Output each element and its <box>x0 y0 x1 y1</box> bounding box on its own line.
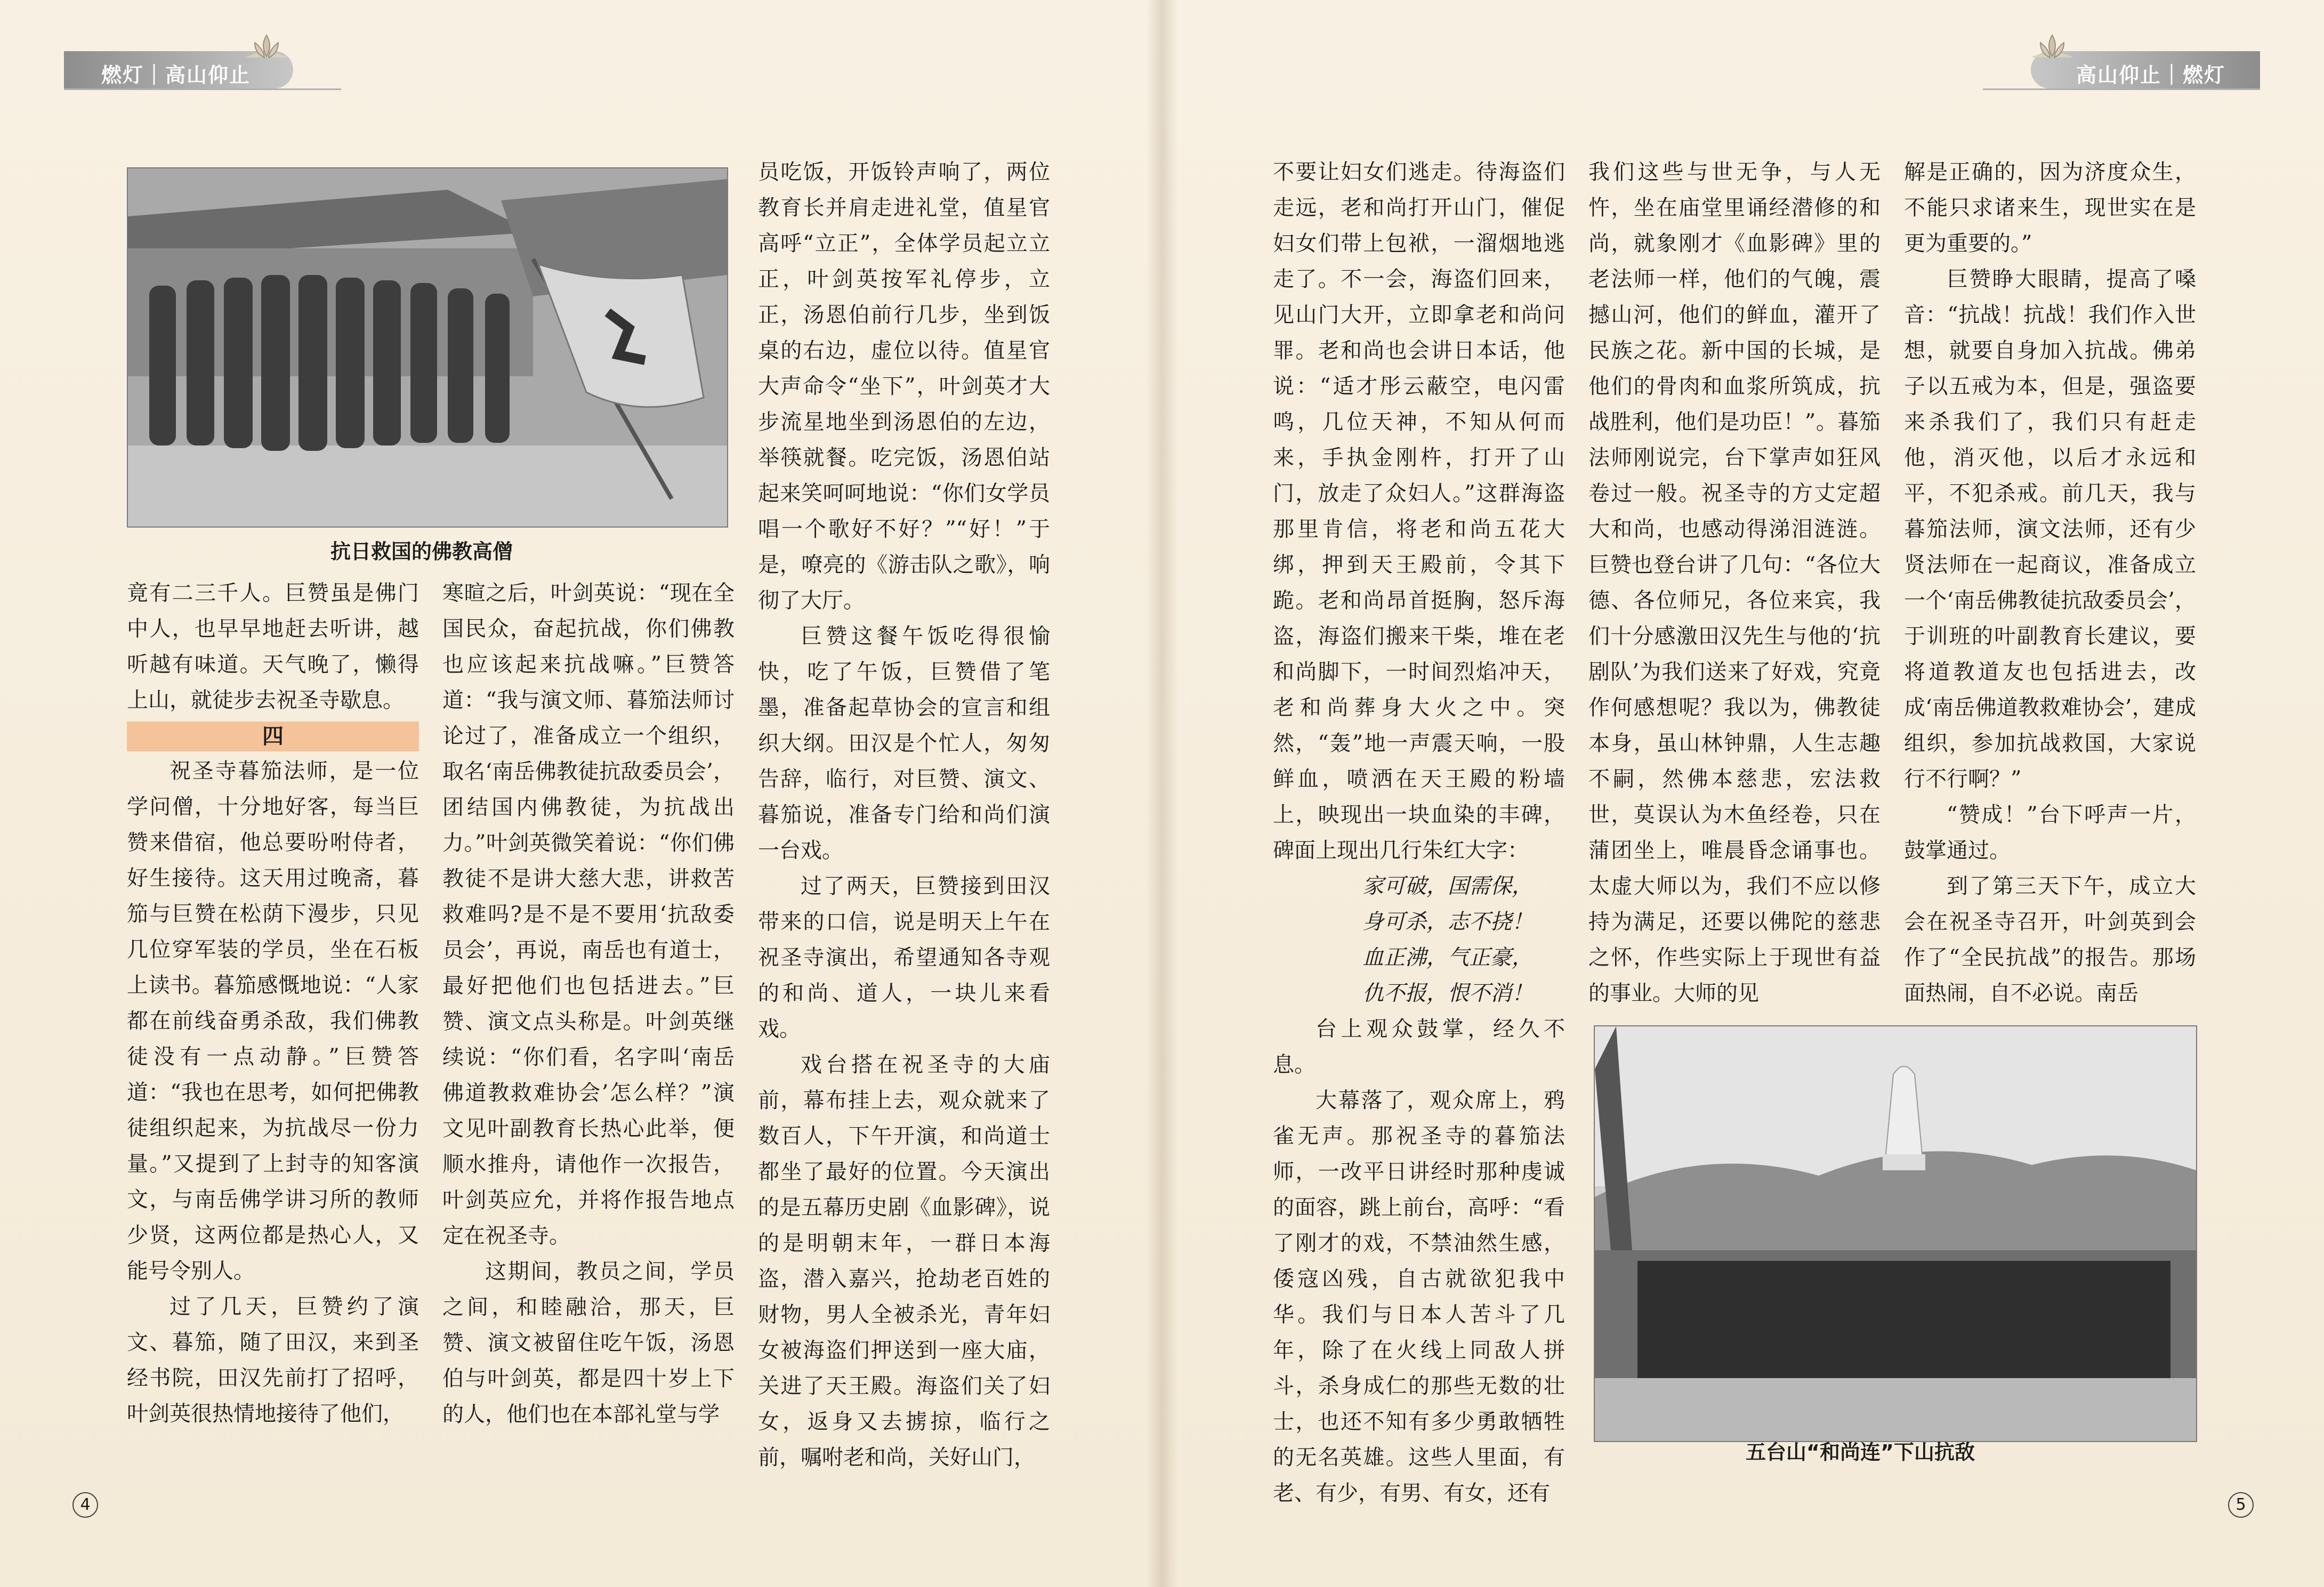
text-column-6 <box>1904 155 2196 1007</box>
paragraph: “赞成！”台下呼声一片，鼓掌通过。 <box>1904 803 2196 863</box>
paragraph: 过了两天，巨赞接到田汉带来的口信，说是明天上午在祝圣寺演出，希望通知各寺观的和尚、道人，一块儿来看戏。 <box>758 874 1050 1041</box>
paragraph: 我们这些与世无争，与人无忤，坐在庙堂里诵经潜修的和尚，就象刚才《血影碑》里的老法师一样，他们的气魄，震撼山河，他们的鲜血，灌开了民族之花。新中国的长城，是他们的骨肉和血浆所筑成，抗战胜利，他们是功臣！”。暮笳法师刚说完，台下掌声如狂风卷过一般。祝圣寺的方丈定超大和尚，也感动得涕泪涟涟。巨赞也登台讲了几句：“各位大德、各位师兄，各位来宾，我们十分感激田汉先生与他的‘抗剧队’为我们送来了好戏，究竟作何感想呢？我以为，佛教徒本身，虽山林钟鼎，人生志趣不嗣，然佛本慈悲，宏法救世，莫误认为木鱼经卷，只在蒲团坐上，唯晨昏念诵事也。太虚大师以为，我们不应以修持为满足，还要以佛陀的慈悲之怀，作些实际上于现世有益的事业。大师的见 <box>1588 160 1881 1006</box>
paragraph: 员吃饭，开饭铃声响了，两位教育长并肩走进礼堂，值星官高呼“立正”，全体学员起立立正，叶剑英按军礼停步，立正，汤恩伯前行几步，坐到饭桌的右边，虚位以待。值星官大声命令“坐下”，叶剑英才大步流星地坐到汤恩伯的左边，举筷就餐。吃完饭，汤恩伯站起来笑呵呵地说：“你们女学员唱一个歌好不好？”“好！”于是，嘹亮的《游击队之歌》，响彻了大厅。 <box>758 160 1050 613</box>
header-rule-right <box>1983 88 2260 90</box>
photo-wutai-monks-illustration <box>1595 1026 2196 1441</box>
paragraph: 仇不报，恨不消！ <box>1362 981 1533 1006</box>
paragraph: 大幕落了，观众席上，鸦雀无声。那祝圣寺的暮笳法师，一改平日讲经时那种虔诚的面容，跳上前台，高呼：“看了刚才的戏，不禁油然生感，倭寇凶残，自古就欲犯我中华。我们与日本人苦斗了几年，除了在火线上同敌人拼斗，杀身成仁的那些无数的壮士，也还不知有多少勇敢牺牲的无名英雄。这些人里面，有老、有少，有男、有女，还有 <box>1273 1088 1565 1505</box>
header-title-left: 燃灯｜高山仰止 <box>101 63 251 87</box>
paragraph: 祝圣寺暮笳法师，是一位学问僧，十分地好客，每当巨赞来借宿，他总要吩咐侍者，好生接待。这天用过晚斋，暮笳与巨赞在松荫下漫步，只见几位穿军装的学员，坐在石板上读书。暮笳感慨地说：“人家都在前线奋勇杀敌，我们佛教徒没有一点动静。”巨赞答道：“我也在思考，如何把佛教徒组织起来，为抗战尽一份力量。”又提到了上封寺的知客演文，与南岳佛学讲习所的教师少贤，这两位都是热心人，又能号令别人。 <box>127 759 419 1283</box>
page-number-right: 5 <box>2228 1492 2254 1518</box>
page-number-left: 4 <box>72 1492 98 1518</box>
paragraph: 到了第三天下午，成立大会在祝圣寺召开，叶剑英到会作了“全民抗战”的报告。那场面热闹，自不必说。南岳 <box>1904 874 2196 1006</box>
paragraph: 戏台搭在祝圣寺的大庙前，幕布挂上去，观众就来了数百人，下午开演，和尚道士都坐了最好的位置。今天演出的是五幕历史剧《血影碑》，说的是明朝末年，一群日本海盗，潜入嘉兴，抢劫老百姓的财物，男人全被杀光，青年妇女被海盗们押送到一座大庙，关进了天王殿。海盗们关了妇女，返身又去掳掠，临行之前，嘱咐老和尚，关好山门， <box>758 1052 1050 1470</box>
paragraph: 过了几天，巨赞约了演文、暮笳，随了田汉，来到圣经书院，田汉先前打了招呼，叶剑英很热情地接待了他们， <box>127 1294 419 1426</box>
text-column-1 <box>127 576 419 1471</box>
paragraph: 竟有二三千人。巨赞虽是佛门中人，也早早地赶去听讲，越听越有味道。天气晚了，懒得上山，就徒步去祝圣寺歇息。 <box>127 581 419 712</box>
paragraph: 身可杀，志不挠！ <box>1362 910 1533 934</box>
paragraph: 这期间，教员之间，学员之间，和睦融洽，那天，巨赞、演文被留住吃午饭，汤恩伯与叶剑英，都是四十岁上下的人，他们也在本部礼堂与学 <box>442 1259 735 1427</box>
paragraph: 不要让妇女们逃走。待海盗们走远，老和尚打开山门，催促妇女们带上包袱，一溜烟地逃走了。不一会，海盗们回来，见山门大开，立即拿老和尚问罪。老和尚也会讲日本话，他说：“适才彤云蔽空，电闪雷鸣，几位天神，不知从何而来，手执金刚杵，打开了山门，放走了众妇人。”这群海盗那里肯信，将老和尚五花大绑，押到天王殿前，令其下跪。老和尚昂首挺胸，怒斥海盗，海盗们搬来干柴，堆在老和尚脚下，一时间烈焰冲天，老和尚葬身大火之中。突然，“轰”地一声震天响，一股鲜血，喷洒在天王殿的粉墙上，映现出一块血染的丰碑，碑面上现出几行朱红大字： <box>1273 160 1565 863</box>
paragraph: 家可破，国需保， <box>1362 874 1533 898</box>
photo-monks-soldiers <box>127 167 728 528</box>
photo-monks-soldiers-illustration <box>128 168 727 527</box>
paragraph: 寒暄之后，叶剑英说：“现在全国民众，奋起抗战，你们佛教也应该起来抗战嘛。”巨赞答道：“我与演文师、暮笳法师讨论过了，准备成立一个组织，取名‘南岳佛教徒抗敌委员会’，团结国内佛教徒，为抗战出力。”叶剑英微笑着说：“你们佛教徒不是讲大慈大悲，讲救苦救难吗?是不是不要用‘抗敌委员会’，再说，南岳也有道士，最好把他们也包括进去。”巨赞、演文点头称是。叶剑英继续说：“你们看，名字叫‘南岳佛道教救难协会’怎么样？”演文见叶副教育长热心此举，便顺水推舟，请他作一次报告，叶剑英应允，并将作报告地点定在祝圣寺。 <box>442 581 735 1248</box>
paragraph: 血正沸，气正豪， <box>1362 945 1533 970</box>
photo1-caption: 抗日救国的佛教高僧 <box>330 540 513 563</box>
text-column-4 <box>1273 155 1565 1505</box>
photo-wutai-monks <box>1594 1025 2197 1442</box>
paragraph: 解是正确的，因为济度众生，不能只求诸来生，现世实在是更为重要的。” <box>1904 160 2196 256</box>
paragraph: 巨赞睁大眼睛，提高了嗓音：“抗战！抗战！我们作入世想，就要自身加入抗战。佛弟子以五戒为本，但是，强盗要来杀我们了，我们只有赶走他，消灭他，以后才永远和平，不犯杀戒。前几天，我与暮笳法师，演文法师，还有少贤法师在一起商议，准备成立一个‘南岳佛教徒抗敌委员会’，于训班的叶副教育长建议，要将道教道友也包括进去，改成‘南岳佛道教救难协会’，建成组织，参加抗战救国，大家说行不行啊？” <box>1904 267 2196 791</box>
section-heading: 四 <box>127 722 419 751</box>
text-column-3 <box>758 155 1050 1471</box>
paragraph: 台上观众鼓掌，经久不息。 <box>1273 1017 1565 1077</box>
lotus-icon-right <box>2026 31 2079 61</box>
header-title-right: 高山仰止｜燃灯 <box>2076 63 2226 87</box>
photo2-caption: 五台山“和尚连”下山抗敌 <box>1746 1440 1975 1464</box>
paragraph: 巨赞这餐午饭吃得很愉快，吃了午饭，巨赞借了笔墨，准备起草协会的宣言和组织大纲。田汉是个忙人，匆匆告辞，临行，对巨赞、演文、暮笳说，准备专门给和尚们演一台戏。 <box>758 624 1050 863</box>
text-column-5 <box>1588 155 1881 1007</box>
page-gutter <box>1146 0 1178 1587</box>
text-column-2 <box>442 576 735 1471</box>
header-rule-left <box>64 88 341 90</box>
lotus-icon-left <box>240 31 293 61</box>
